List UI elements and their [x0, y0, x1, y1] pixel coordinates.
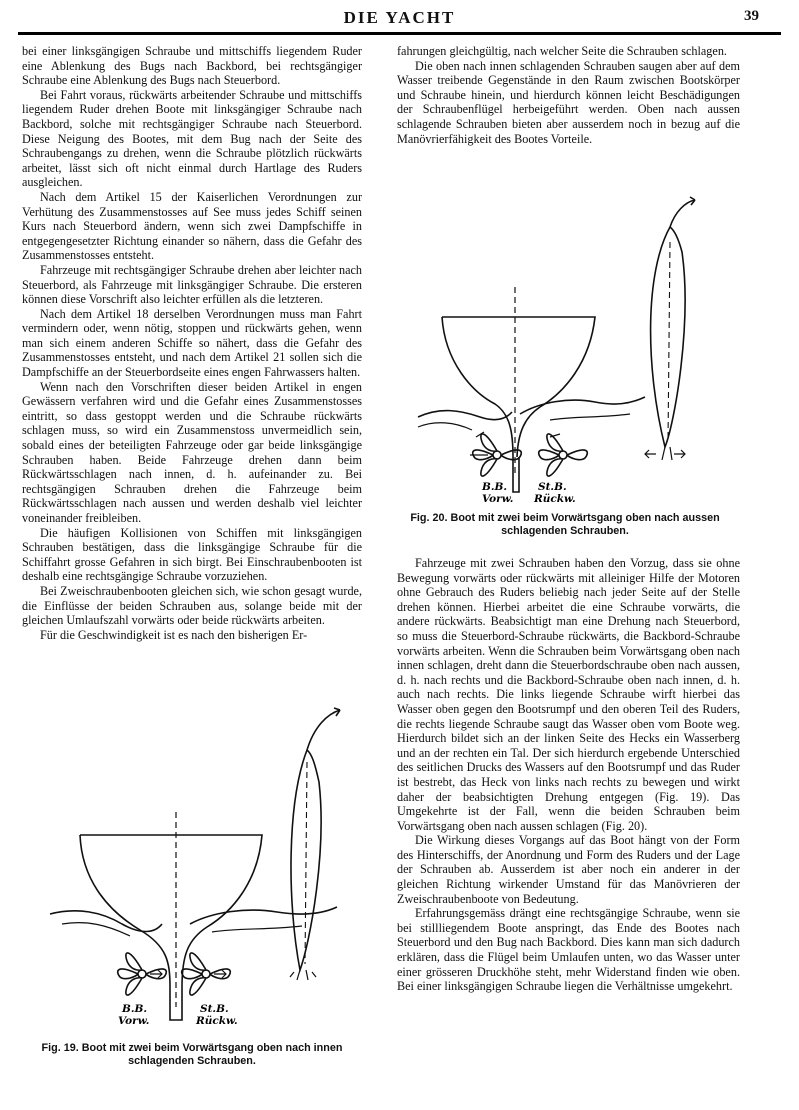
fig20-label-bb: B.B.: [482, 481, 508, 493]
right-column-top: [397, 44, 740, 146]
paragraph: fahrungen gleichgültig, nach welcher Seite die Schrauben schlagen.: [397, 44, 727, 58]
paragraph: Die oben nach innen schlagenden Schrauben saugen aber auf dem Wasser treibende Gegenstände in den Raum zwischen Bootskörper und Schraube hinein, und hierdurch können leicht Beschädigungen der Schraubenflügel herbeigeführt werden. Oben nach aussen schlagende Schrauben bieten aber ausserdem noch in bezug auf die Manövrierfähigkeit des Bootes Vorteile.: [397, 58, 740, 146]
figure-19-drawing: [22, 702, 367, 1042]
page-number: 39: [744, 8, 759, 24]
fig20-label-vorw: Vorw.: [482, 493, 514, 505]
page-header: [0, 0, 799, 36]
fig20-caption-text: Boot mit zwei beim Vorwärtsgang oben nach aussen schlagenden Schrauben.: [450, 512, 720, 537]
fig20-caption-number: Fig. 20.: [410, 512, 448, 524]
fig20-label-stb: St.B.: [538, 481, 567, 493]
paragraph: bei einer linksgängigen Schraube und mittschiffs liegendem Ruder eine Ablenkung des Bugs nach Backbord, bei rechtsgängiger Schraube eine Ablenkung des Bugs nach Steuerbord.: [22, 44, 362, 88]
paragraph: Für die Geschwindigkeit ist es nach den bisherigen Er-: [40, 627, 308, 642]
figure-20: [400, 192, 740, 537]
paragraph: Fahrzeuge mit zwei Schrauben haben den Vorzug, dass sie ohne Bewegung vorwärts oder rückwärts mit alleiniger Hilfe der Motoren ohne Gebrauch des Ruders beliebig nach jeder Seite auf der Stelle drehen können. Hierbei arbeitet die eine Schraube vorwärts, die andere rückwärts. Beabsichtigt man eine Drehung nach Steuerbord, so muss die Steuerbord-Schraube rückwärts, die Backbord-Schraube vorwärts arbeiten. Wenn die Schrauben beim Vorwärtsgang oben nach innen schlagen, dreht dann die Steuerbordschraube oben nach aussen, d. h. nach rechts und die Backbord-Schraube oben nach innen, d. h. auch nach rechts. Die links liegende Schraube wirft hierbei das Wasser oben gegen den Bootsrumpf und den oberen Teil des Ruders, die rechts liegende Schraube saugt das Wasser oben vom Boote weg. Hierdurch bildet sich an der linken Seite des Hecks ein Wasserberg und an der rechten ein Tal. Der sich hierdurch ergebende Unterschied des seitlichen Drucks des Wassers auf den Bootsrumpf und das Ruder ist bestrebt, das Heck von links nach rechts zu bewegen und wirkt daher der beabsichtigten Drehung entgegen (Fig. 19). Das Umgekehrte ist der Fall, wenn die beiden Schrauben beim Vorwärtsgang oben nach aussen schlagen (Fig. 20).: [397, 556, 740, 833]
left-column: [22, 44, 362, 642]
paragraph: Wenn nach den Vorschriften dieser beiden Artikel in engen Gewässern verfahren wird und die Gefahr eines Zusammenstosses eintritt, so dass gestoppt werden und die Schraube rückwärts schlagen muss, so wird ein Zusammenstoss unvermeidlich sein, sobald eines der beteiligten Fahrzeuge oder gar beide linksgängige Schrauben haben. Beide Fahrzeuge drehen dann beim Rückwärtsschlagen nach innen, d. h. aufeinander zu. Bei rechtsgängigen Schrauben drehen die Fahrzeuge beim Rückwärtsschlagen nach aussen und werden deshalb viel leichter voneinander freibleiben.: [22, 379, 362, 525]
running-title: DIE YACHT: [343, 8, 456, 27]
figure-20-drawing: [400, 192, 740, 510]
fig19-label-ruckw: Rückw.: [196, 1015, 238, 1027]
fig19-caption-number: Fig. 19.: [41, 1042, 79, 1054]
paragraph: Nach dem Artikel 15 der Kaiserlichen Verordnungen zur Verhütung des Zusammenstosses auf See muss jedes Schiff seinen Kurs nach Steuerbord ändern, wenn sich zwei Dampfschiffe in entgegengesetzter Richtung einander so nähern, dass die Gefahr des Zusammenstosses entsteht.: [22, 189, 362, 263]
paragraph: Bei Zweischraubenbooten gleichen sich, wie schon gesagt wurde, die Einflüsse der beiden Schrauben aus, solange beide mit der gleichen Umlaufszahl vorwärts oder beide rückwärts arbeiten.: [22, 583, 362, 628]
right-column-bottom: [397, 556, 740, 994]
fig19-caption-text: Boot mit zwei beim Vorwärtsgang oben nach innen schlagenden Schrauben.: [81, 1042, 343, 1067]
figure-19-caption: [22, 1042, 362, 1067]
fig19-label-stb: St.B.: [200, 1003, 229, 1015]
paragraph: Nach dem Artikel 18 derselben Verordnungen muss man Fahrt vermindern oder, wenn nötig, stoppen und rückwärts gehen, wenn man sich einem anderen Schiffe so nähert, dass die Gefahr des Zusammenstosses entsteht, und nach dem Artikel 21 sollen sich die Dampfschiffe an der Steuerbordseite eines engen Fahrwassers halten.: [22, 306, 362, 380]
fig19-label-vorw: Vorw.: [118, 1015, 150, 1027]
figure-20-caption: [400, 512, 730, 537]
paragraph: Bei Fahrt voraus, rückwärts arbeitender Schraube und mittschiffs liegendem Ruder drehen Boote mit linksgängiger Schraube nach Backbord, solche mit rechtsgängiger Schraube nach Steuerbord. Diese Neigung des Bootes, mit dem Bug nach der Seite des Schraubengangs zu drehen, wenn die Schraube plötzlich rückwärts arbeitet, lässt sich oft nicht einmal durch Hartlage des Ruders ausgleichen.: [22, 87, 362, 190]
paragraph: Die Wirkung dieses Vorgangs auf das Boot hängt von der Form des Hinterschiffs, der Anordnung und Form des Ruders und der Lage der Schrauben ab. Ausserdem ist aber noch ein anderer in der gleichen Richtung wirkender Umstand für das Manövrieren der Zweischraubenboote von Bedeutung.: [397, 833, 740, 906]
paragraph: Die häufigen Kollisionen von Schiffen mit linksgängigen Schrauben bestätigen, dass die linksgängige Schraube für die Schiffahrt grosse Gefahren in sich birgt. Bei Einschraubenbooten ist deshalb eine rechtsgängige Schraube vorzuziehen.: [22, 525, 362, 584]
figure-19: [22, 702, 367, 1067]
fig19-label-bb: B.B.: [122, 1003, 148, 1015]
paragraph: Fahrzeuge mit rechtsgängiger Schraube drehen aber leichter nach Steuerbord, als Fahrzeuge mit linksgängiger Schraube. Die ersteren können diese Vorschrift also leichter erfüllen als die letzteren.: [22, 262, 362, 307]
paragraph: Erfahrungsgemäss drängt eine rechtsgängige Schraube, wenn sie bei stillliegendem Boote anspringt, das Ende des Bootes nach Steuerbord und den Bug nach Backbord. Dies kann man sich dadurch erklären, dass die Flügel beim Umlaufen unten, wo das Wasser unter einer grösseren Druckhöhe steht, mehr Widerstand finden wie oben. Bei einer linksgängigen Schraube liegen die Verhältnisse umgekehrt.: [397, 906, 740, 994]
fig20-label-ruckw: Rückw.: [534, 493, 576, 505]
header-rule: [18, 32, 781, 35]
